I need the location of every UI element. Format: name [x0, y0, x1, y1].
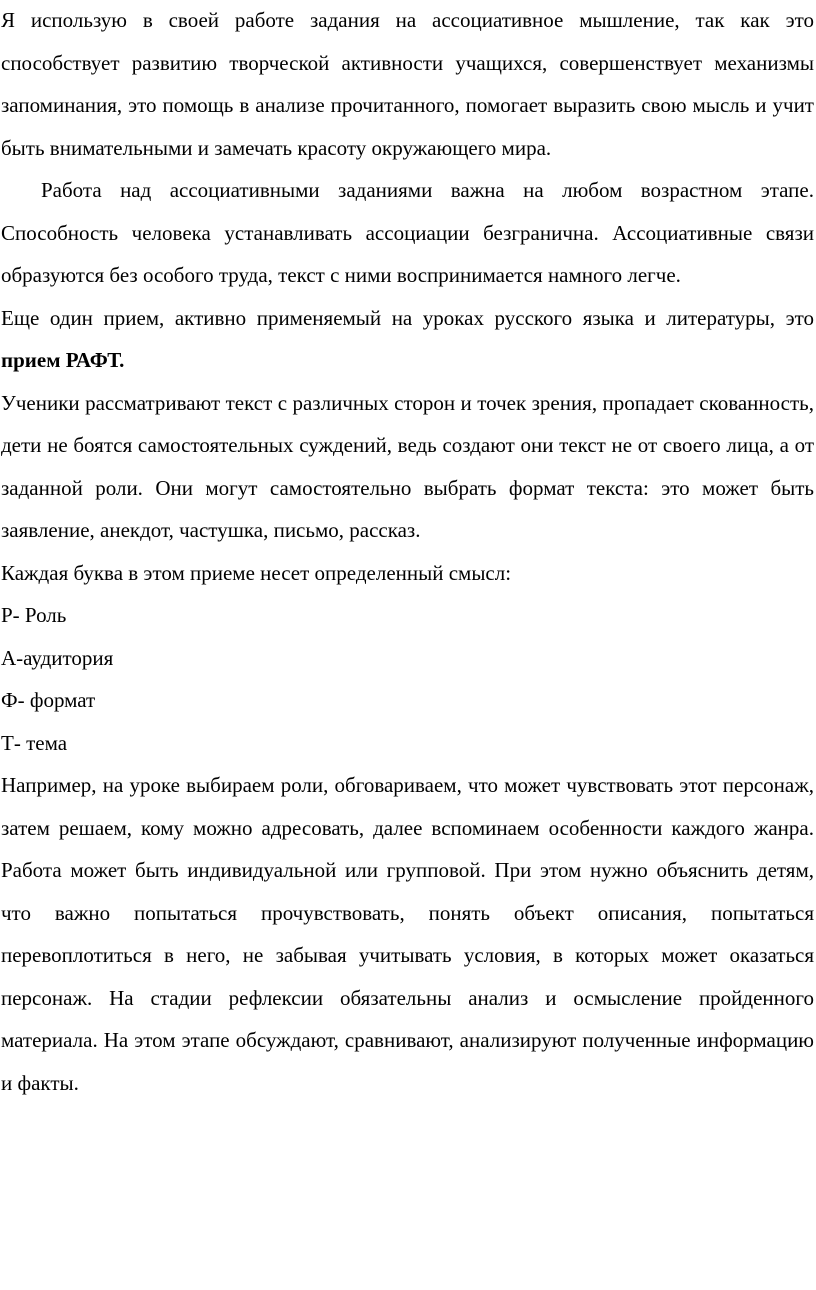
raft-technique-label: прием РАФТ. — [1, 348, 125, 372]
paragraph-associative-tasks: Работа над ассоциативными заданиями важна на любом возрастном этапе. Способность человека устанавливать ассоциации безгранична. Ассоциативные связи образуются без особого труда, текст с ними воспринимается намного легче. — [1, 178, 814, 287]
paragraph-letter-meaning: Каждая буква в этом приеме несет определенный смысл: — [1, 560, 512, 585]
paragraph-students-perspectives: Ученики рассматривают текст с различных сторон и точек зрения, пропадает скованность, дети не боятся самостоятельных суждений, ведь создают они текст не от своего лица, а от заданной роли. Они могут самостоятельно выбрать формат текста: это может быть заявление, анекдот, частушка, письмо, рассказ. — [1, 390, 814, 542]
paragraph-associative-thinking: Я использую в своей работе задания на ассоциативное мышление, так как это способствует развитию творческой активности учащихся, совершенствует механизмы запоминания, это помощь в анализе прочитанного, помогает выразить свою мысль и учит быть внимательными и замечать красоту окружающего мира. — [1, 8, 814, 160]
list-item-topic: Т- тема — [1, 730, 68, 755]
list-item-role: Р- Роль — [1, 603, 67, 627]
paragraph-raft-intro-text: Еще один прием, активно применяемый на уроках русского языка и литературы, это — [1, 305, 814, 330]
list-item-audience: А-аудитория — [1, 645, 114, 670]
list-item-format: Ф- формат — [1, 688, 96, 712]
paragraph-raft-intro — [1, 297, 814, 382]
paragraph-lesson-example: Например, на уроке выбираем роли, обговариваем, что может чувствовать этот персонаж, затем решаем, кому можно адресовать, далее вспоминаем особенности каждого жанра. Работа может быть индивидуальной или групповой. При этом нужно объяснить детям, что важно попытаться прочувствовать, понять объект описания, попытаться перевоплотиться в него, не забывая учитывать условия, в которых может оказаться персонаж. На стадии рефлексии обязательны анализ и осмысление пройденного материала. На этом этапе обсуждают, сравнивают, анализируют полученные информацию и факты. — [1, 773, 814, 1095]
